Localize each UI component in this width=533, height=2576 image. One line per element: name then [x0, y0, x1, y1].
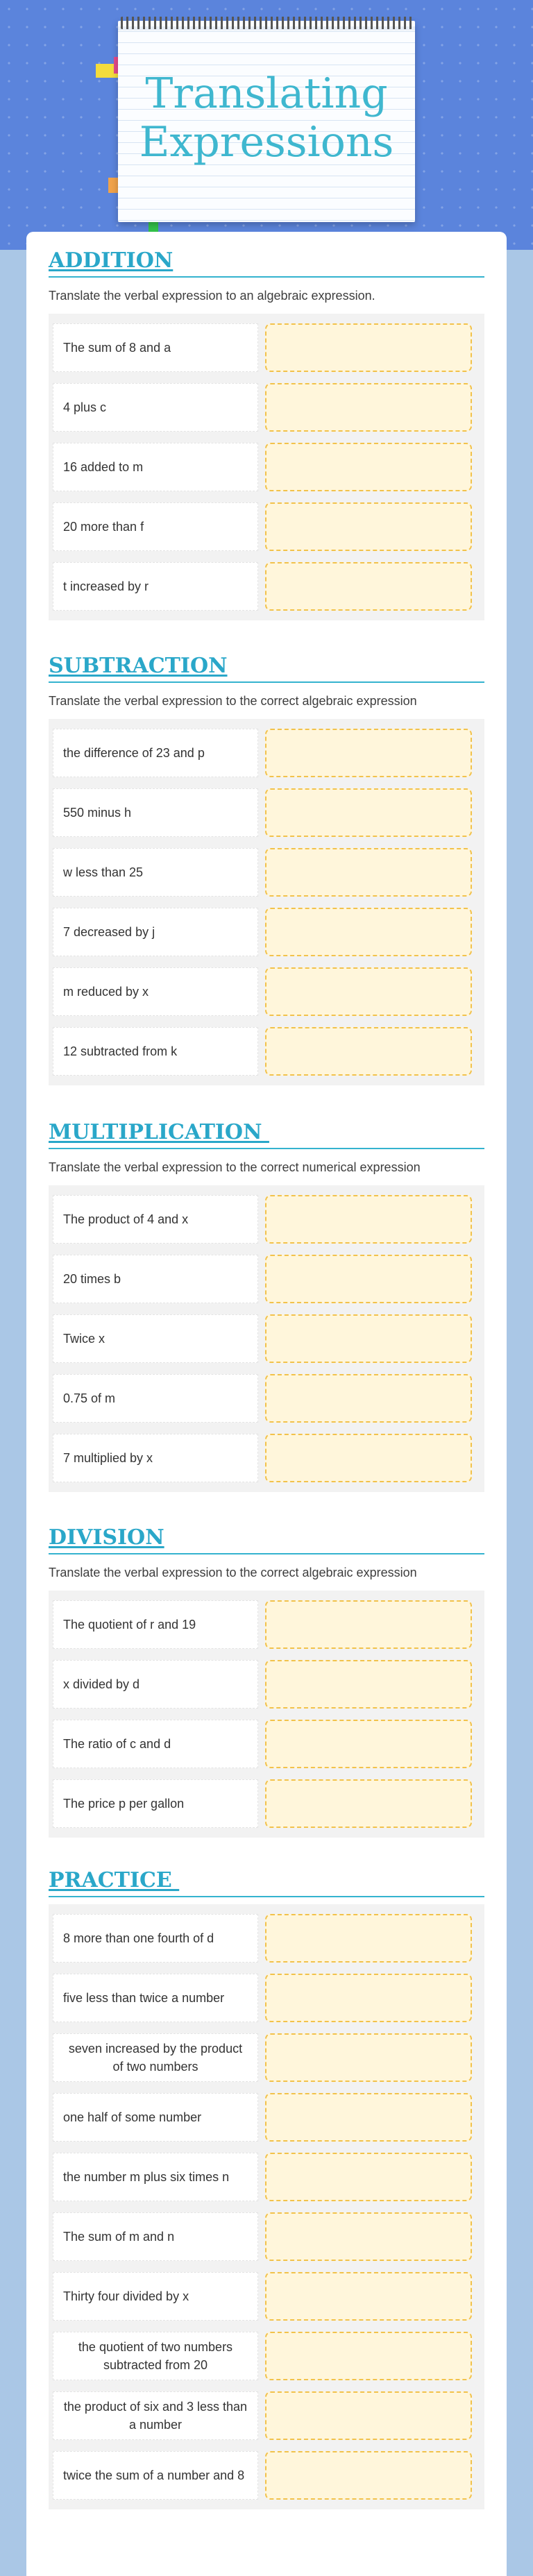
exercise-list [49, 1591, 484, 1838]
verbal-expression: Twice x [53, 1314, 258, 1363]
verbal-expression: 8 more than one fourth of d [53, 1914, 258, 1963]
verbal-expression: 7 multiplied by x [53, 1434, 258, 1482]
answer-drop-zone[interactable] [265, 2451, 472, 2500]
answer-drop-zone[interactable] [265, 323, 472, 372]
verbal-expression: The product of 4 and x [53, 1195, 258, 1244]
answer-drop-zone[interactable] [265, 2033, 472, 2082]
exercise-list [49, 1904, 484, 2509]
answer-drop-zone[interactable] [265, 1914, 472, 1963]
verbal-expression: the quotient of two numbers subtracted from 20 [53, 2332, 258, 2380]
exercise-row [53, 557, 480, 616]
exercise-row [53, 2266, 480, 2326]
answer-drop-zone[interactable] [265, 1779, 472, 1828]
exercise-row [53, 1714, 480, 1774]
answer-drop-zone[interactable] [265, 2093, 472, 2142]
section-divider [49, 276, 484, 278]
exercise-row [53, 1022, 480, 1081]
exercise-row [53, 1249, 480, 1309]
exercise-row [53, 1368, 480, 1428]
verbal-expression: 0.75 of m [53, 1374, 258, 1423]
verbal-expression: The ratio of c and d [53, 1720, 258, 1768]
section-title: DIVISION [49, 1525, 164, 1550]
exercise-row [53, 2207, 480, 2266]
answer-drop-zone[interactable] [265, 2391, 472, 2440]
verbal-expression: 550 minus h [53, 788, 258, 837]
answer-drop-zone[interactable] [265, 1434, 472, 1482]
verbal-expression: m reduced by x [53, 967, 258, 1016]
exercise-row [53, 783, 480, 842]
section-divider [49, 1148, 484, 1149]
answer-drop-zone[interactable] [265, 1195, 472, 1244]
section-divider [49, 1896, 484, 1897]
exercise-row [53, 1595, 480, 1654]
exercise-row [53, 497, 480, 557]
answer-drop-zone[interactable] [265, 2332, 472, 2380]
notepad-header [118, 21, 415, 222]
exercise-row [53, 2326, 480, 2386]
verbal-expression: t increased by r [53, 562, 258, 611]
section-division [49, 1524, 484, 1838]
verbal-expression: 4 plus c [53, 383, 258, 432]
answer-drop-zone[interactable] [265, 1027, 472, 1076]
exercise-row [53, 318, 480, 378]
spiral-binding [121, 17, 412, 29]
verbal-expression: 20 times b [53, 1255, 258, 1303]
section-divider [49, 681, 484, 683]
verbal-expression: the number m plus six times n [53, 2153, 258, 2201]
page-title: Translating Expressions [139, 69, 394, 167]
section-instruction: Translate the verbal expression to the correct algebraic expression [49, 694, 417, 708]
verbal-expression: The quotient of r and 19 [53, 1600, 258, 1649]
exercise-row [53, 902, 480, 962]
verbal-expression: 12 subtracted from k [53, 1027, 258, 1076]
section-title: PRACTICE [49, 1868, 180, 1892]
section-divider [49, 1553, 484, 1554]
answer-drop-zone[interactable] [265, 562, 472, 611]
section-practice [49, 1867, 484, 2509]
answer-drop-zone[interactable] [265, 1660, 472, 1709]
exercise-row [53, 842, 480, 902]
worksheet-card [26, 232, 507, 2576]
exercise-row [53, 1654, 480, 1714]
answer-drop-zone[interactable] [265, 2153, 472, 2201]
answer-drop-zone[interactable] [265, 2212, 472, 2261]
answer-drop-zone[interactable] [265, 502, 472, 551]
exercise-list [49, 314, 484, 620]
verbal-expression: 16 added to m [53, 443, 258, 491]
answer-drop-zone[interactable] [265, 848, 472, 897]
exercise-row [53, 378, 480, 437]
verbal-expression: five less than twice a number [53, 1974, 258, 2022]
answer-drop-zone[interactable] [265, 1314, 472, 1363]
answer-drop-zone[interactable] [265, 443, 472, 491]
answer-drop-zone[interactable] [265, 1255, 472, 1303]
exercise-row [53, 2087, 480, 2147]
exercise-row [53, 2028, 480, 2087]
exercise-row [53, 2446, 480, 2505]
verbal-expression: The sum of 8 and a [53, 323, 258, 372]
section-title: ADDITION [49, 248, 174, 273]
section-instruction: Translate the verbal expression to the correct algebraic expression [49, 1566, 417, 1579]
section-subtraction [49, 652, 484, 1085]
verbal-expression: the difference of 23 and p [53, 729, 258, 777]
answer-drop-zone[interactable] [265, 383, 472, 432]
answer-drop-zone[interactable] [265, 1374, 472, 1423]
exercise-row [53, 1189, 480, 1249]
exercise-row [53, 1428, 480, 1488]
section-addition [49, 247, 484, 620]
exercise-list [49, 719, 484, 1085]
verbal-expression: The sum of m and n [53, 2212, 258, 2261]
answer-drop-zone[interactable] [265, 967, 472, 1016]
exercise-row [53, 2386, 480, 2446]
exercise-list [49, 1185, 484, 1492]
verbal-expression: 7 decreased by j [53, 908, 258, 956]
section-title: SUBTRACTION [49, 654, 228, 678]
verbal-expression: twice the sum of a number and 8 [53, 2451, 258, 2500]
exercise-row [53, 2147, 480, 2207]
verbal-expression: seven increased by the product of two numbers [53, 2033, 258, 2082]
exercise-row [53, 437, 480, 497]
exercise-row [53, 1908, 480, 1968]
answer-drop-zone[interactable] [265, 788, 472, 837]
exercise-row [53, 962, 480, 1022]
verbal-expression: w less than 25 [53, 848, 258, 897]
answer-drop-zone[interactable] [265, 908, 472, 956]
exercise-row [53, 1309, 480, 1368]
answer-drop-zone[interactable] [265, 1600, 472, 1649]
answer-drop-zone[interactable] [265, 1720, 472, 1768]
verbal-expression: The price p per gallon [53, 1779, 258, 1828]
verbal-expression: 20 more than f [53, 502, 258, 551]
exercise-row [53, 1968, 480, 2028]
answer-drop-zone[interactable] [265, 1974, 472, 2022]
verbal-expression: x divided by d [53, 1660, 258, 1709]
exercise-row [53, 1774, 480, 1833]
verbal-expression: one half of some number [53, 2093, 258, 2142]
verbal-expression: Thirty four divided by x [53, 2272, 258, 2321]
verbal-expression: the product of six and 3 less than a number [53, 2391, 258, 2440]
section-multiplication [49, 1119, 484, 1492]
section-instruction: Translate the verbal expression to an algebraic expression. [49, 289, 375, 303]
section-title: MULTIPLICATION [49, 1120, 269, 1144]
answer-drop-zone[interactable] [265, 2272, 472, 2321]
exercise-row [53, 723, 480, 783]
notepad [118, 21, 415, 222]
answer-drop-zone[interactable] [265, 729, 472, 777]
section-instruction: Translate the verbal expression to the correct numerical expression [49, 1160, 421, 1174]
